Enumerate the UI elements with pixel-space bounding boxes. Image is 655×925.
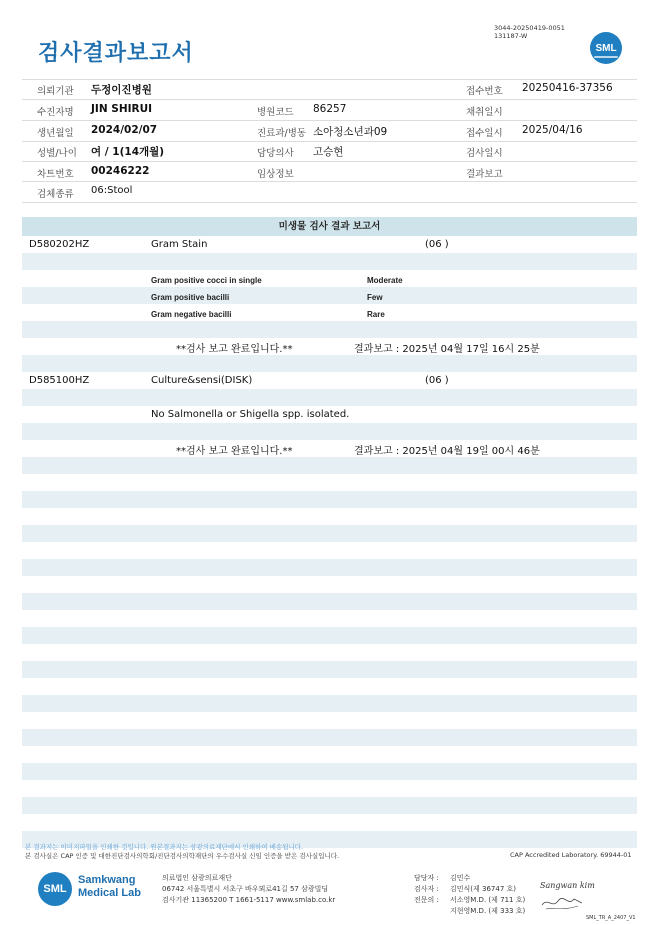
sml-logo-icon: SML xyxy=(38,872,72,906)
cap-accreditation: CAP Accredited Laboratory. 69944-01 xyxy=(510,851,632,859)
row-stripe xyxy=(22,627,637,644)
footer-certification: 본 검사실은 CAP 인증 및 대한진단검사의학회/진단검사의학재단의 우수검사실 신임 인증을 받은 검사실입니다. xyxy=(25,852,340,860)
birth-date-value: 2024/02/07 xyxy=(91,124,158,136)
receipt-date-label: 접수일시 xyxy=(466,128,503,139)
row-stripe xyxy=(22,491,637,508)
brand-name xyxy=(78,874,141,900)
form-code: SML_TR_A_2407_V1 xyxy=(586,915,636,921)
divider xyxy=(22,181,637,182)
hospital-code-label: 병원코드 xyxy=(257,107,294,118)
divider xyxy=(22,99,637,100)
test2-report-time: 결과보고 : 2025년 04월 19일 00시 46분 xyxy=(354,446,540,457)
row-stripe xyxy=(22,355,637,372)
examiner-signature: Sangwan kim xyxy=(540,881,595,890)
divider xyxy=(22,202,637,203)
specialist-label: 전문의 : xyxy=(414,896,439,904)
result-organism: Gram positive bacilli xyxy=(151,293,230,302)
row-stripe xyxy=(22,423,637,440)
report-heading: 미생물 검사 결과 보고서 xyxy=(22,217,637,236)
divider xyxy=(22,161,637,162)
chart-no-label: 차트번호 xyxy=(37,169,74,180)
doctor-label: 담당의사 xyxy=(257,148,294,159)
hospital-code-value: 86257 xyxy=(313,103,347,115)
result-amount: Moderate xyxy=(367,276,403,285)
footer-notice: 본 결과지는 이미지파일을 인쇄한 것입니다. 원본결과지는 삼광의료재단에서 인쇄하여 배송됩니다. xyxy=(25,843,304,851)
specimen-type-value: 06:Stool xyxy=(91,185,133,196)
row-stripe xyxy=(22,389,637,406)
row-stripe xyxy=(22,253,637,270)
test2-completion: **검사 보고 완료입니다.** xyxy=(176,446,293,457)
test1-specimen: (06 ) xyxy=(425,239,449,250)
specialist-signature-icon xyxy=(540,893,585,913)
manager-label: 담당자 : xyxy=(414,874,439,882)
row-stripe xyxy=(22,797,637,814)
divider xyxy=(22,141,637,142)
result-organism: Gram positive cocci in single xyxy=(151,276,262,285)
test2-name: Culture&sensi(DISK) xyxy=(151,375,253,386)
test2-specimen: (06 ) xyxy=(425,375,449,386)
row-stripe xyxy=(22,729,637,746)
receipt-no-label: 접수번호 xyxy=(466,86,503,97)
org-contact: 검사기관 11365200 T 1661-5117 www.smlab.co.kr xyxy=(162,896,336,904)
receipt-no-value: 20250416-37356 xyxy=(522,82,613,94)
document-code-line-2: 131187-W xyxy=(494,32,528,40)
test1-name: Gram Stain xyxy=(151,239,208,250)
patient-name-label: 수진자명 xyxy=(37,107,74,118)
row-stripe xyxy=(22,559,637,576)
result-amount: Rare xyxy=(367,310,385,319)
test1-code: D580202HZ xyxy=(29,239,90,250)
row-stripe xyxy=(22,763,637,780)
sex-age-value: 여 / 1(14개월) xyxy=(91,146,165,158)
examiner-label: 검사자 : xyxy=(414,885,439,893)
divider xyxy=(22,120,637,121)
test-date-label: 검사일시 xyxy=(466,148,503,159)
document-code-line-1: 3044-20250419-0051 xyxy=(494,24,565,32)
divider xyxy=(22,79,637,80)
examiner-name: 김민식(제 36747 호) xyxy=(450,885,516,893)
receipt-date-value: 2025/04/16 xyxy=(522,124,583,136)
result-report-label: 결과보고 xyxy=(466,169,503,180)
requesting-org-label: 의뢰기관 xyxy=(37,86,74,97)
result-organism: Gram negative bacilli xyxy=(151,310,232,319)
sml-logo-icon: SML xyxy=(590,32,622,64)
row-stripe xyxy=(22,287,637,304)
org-address: 06742 서울특별시 서초구 바우뫼로41길 57 삼광빌딩 xyxy=(162,885,329,893)
clinical-info-label: 임상정보 xyxy=(257,169,294,180)
test2-result: No Salmonella or Shigella spp. isolated. xyxy=(151,409,350,420)
document-code xyxy=(494,24,565,40)
result-amount: Few xyxy=(367,293,383,302)
doctor-value: 고승현 xyxy=(313,146,344,158)
row-stripe xyxy=(22,695,637,712)
org-name: 의료법인 삼광의료재단 xyxy=(162,874,232,882)
chart-no-value: 00246222 xyxy=(91,165,150,177)
specialist-name-2: 지현영M.D. (제 333 호) xyxy=(450,907,526,915)
department-label: 진료과/병동 xyxy=(257,128,307,139)
birth-date-label: 생년월일 xyxy=(37,128,74,139)
row-stripe xyxy=(22,593,637,610)
test1-report-time: 결과보고 : 2025년 04월 17일 16시 25분 xyxy=(354,344,540,355)
test2-code: D585100HZ xyxy=(29,375,90,386)
department-value: 소아청소년과09 xyxy=(313,126,388,138)
brand-line-2: Medical Lab xyxy=(78,887,141,899)
page-title: 검사결과보고서 xyxy=(38,41,194,66)
row-stripe xyxy=(22,321,637,338)
specimen-type-label: 검체종류 xyxy=(37,189,74,200)
specialist-name-1: 서소영M.D. (제 711 호) xyxy=(450,896,526,904)
sex-age-label: 성별/나이 xyxy=(37,148,77,159)
patient-name-value: JIN SHIRUI xyxy=(91,103,153,115)
row-stripe xyxy=(22,661,637,678)
row-stripe xyxy=(22,457,637,474)
test1-completion: **검사 보고 완료입니다.** xyxy=(176,344,293,355)
manager-name: 김민수 xyxy=(450,874,471,882)
collection-date-label: 채취일시 xyxy=(466,107,503,118)
row-stripe xyxy=(22,525,637,542)
requesting-org-value: 두정이진병원 xyxy=(91,84,152,96)
brand-line-1: Samkwang xyxy=(78,874,136,886)
